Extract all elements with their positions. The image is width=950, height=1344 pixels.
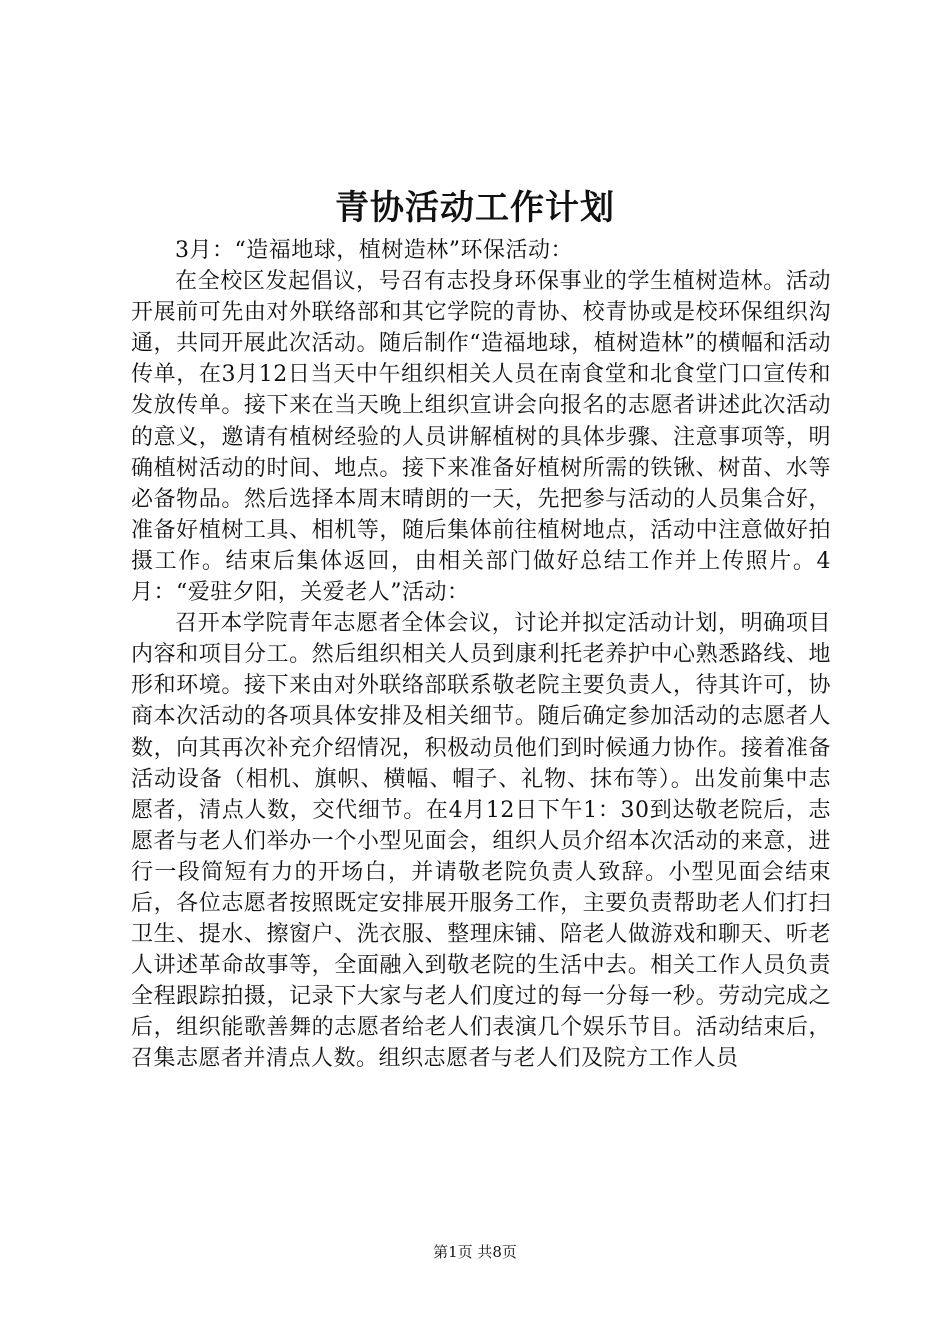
- paragraph-march-heading: 3月：“造福地球，植树造林”环保活动：: [175, 238, 573, 263]
- document-body: [131, 235, 831, 1075]
- paragraph-tree-planting: 在全校区发起倡议，号召有志投身环保事业的学生植树造林。活动开展前可先由对外联络部和其它学院的青协、校青协或是校环保组织沟通，共同开展此次活动。随后制作“造福地球，植树造林”的横幅和活动传单，在3月12日当天中午组织相关人员在南食堂和北食堂门口宣传和发放传单。接下来在当天晚上组织宣讲会向报名的志愿者讲述此次活动的意义，邀请有植树经验的人员讲解植树的具体步骤、注意事项等，明确植树活动的时间、地点。接下来准备好植树所需的铁锹、树苗、水等必备物品。然后选择本周末晴朗的一天，先把参与活动的人员集合好，准备好植树工具、相机等，随后集体前往植树地点，活动中注意做好拍摄工作。结束后集体返回，由相关部门做好总结工作并上传照片。4月：“爱驻夕阳，关爱老人”活动：: [131, 269, 831, 606]
- page-number-footer: 第1页 共8页: [433, 1243, 517, 1261]
- document-title: 青协活动工作计划: [335, 188, 615, 228]
- paragraph-elderly-care: 召开本学院青年志愿者全体会议，讨论并拟定活动计划，明确项目内容和项目分工。然后组织相关人员到康利托老养护中心熟悉路线、地形和环境。接下来由对外联络部联系敬老院主要负责人，待其许可，协商本次活动的各项具体安排及相关细节。随后确定参加活动的志愿者人数，向其再次补充介绍情况，积极动员他们到时候通力协作。接着准备活动设备（相机、旗帜、横幅、帽子、礼物、抹布等）。出发前集中志愿者，清点人数，交代细节。在4月12日下午1：30到达敬老院后，志愿者与老人们举办一个小型见面会，组织人员介绍本次活动的来意，进行一段简短有力的开场白，并请敬老院负责人致辞。小型见面会结束后，各位志愿者按照既定安排展开服务工作，主要负责帮助老人们打扫卫生、提水、擦窗户、洗衣服、整理床铺、陪老人做游戏和聊天、听老人讲述革命故事等，全面融入到敬老院的生活中去。相关工作人员负责全程跟踪拍摄，记录下大家与老人们度过的每一分每一秒。劳动完成之后，组织能歌善舞的志愿者给老人们表演几个娱乐节目。活动结束后，召集志愿者并清点人数。组织志愿者与老人们及院方工作人员: [131, 611, 831, 1072]
